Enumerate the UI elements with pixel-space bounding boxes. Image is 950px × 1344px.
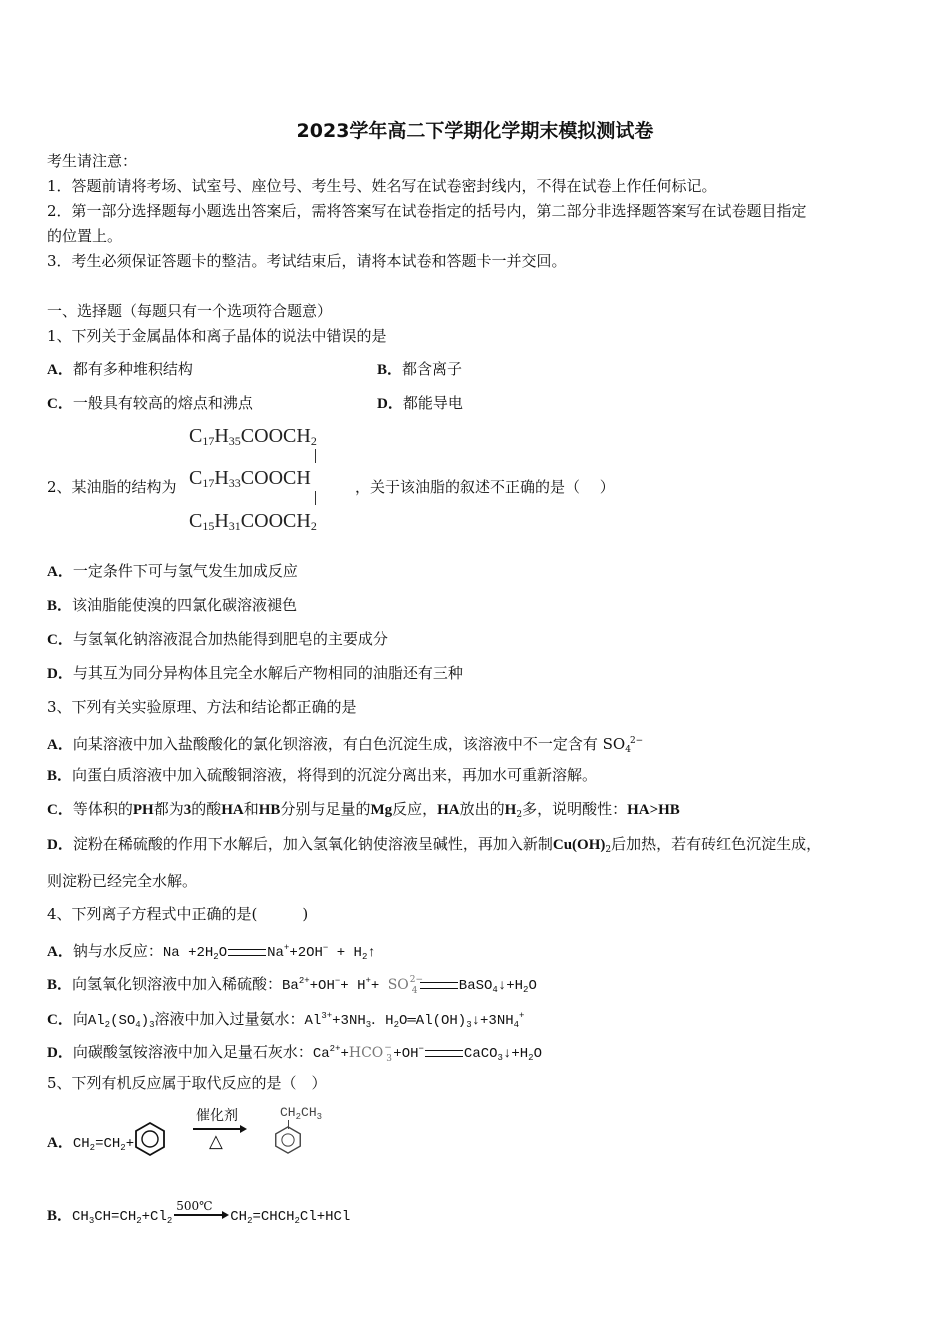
reaction-arrow-head (240, 1125, 247, 1133)
q4-option-a: A．钠与水反应：$Na +2H_2O$ $Na^++2OH^- + H_2↑$ (47, 942, 376, 962)
catalyst-label: 催化剂 (196, 1108, 238, 1124)
q4-option-d: D．向碳酸氢铵溶液中加入足量石灰水：$Ca^{2+}+HCO$ − 3 +OH− $CaCO_3↓+H_2O$ (47, 1043, 542, 1064)
question-2-stem-post: ，关于该油脂的叙述不正确的是（ ） (355, 478, 615, 496)
q3-option-d: D．淀粉在稀硫酸的作用下水解后，加入氢氧化钠使溶液呈碱性，再加入新制$Cu(OH)_2$后加热，若有砖红色沉淀生成， (47, 835, 822, 855)
ethylbenzene-ring-icon (270, 1126, 306, 1154)
notice-heading: 考生请注意： (47, 152, 138, 170)
q3-option-c: C．等体积的PH都为3的酸HA和HB分别与足量的Mg反应，HA放出的$H_2$多，说明酸性：HA>HB (47, 800, 680, 820)
question-2-stem-pre: 2、某油脂的结构为 (47, 478, 177, 496)
notice-item: 的位置上。 (47, 227, 123, 245)
q1-option-d: D．都能导电 (377, 394, 463, 412)
q3-option-d-continued: 则淀粉已经完全水解。 (47, 872, 198, 890)
reaction-arrow-icon (193, 1128, 245, 1130)
benzene-ring-icon (132, 1121, 168, 1157)
notice-item: 1．答题前请将考场、试室号、座位号、考生号、姓名写在试卷密封线内，不得在试卷上作任何标记。 (47, 177, 717, 195)
q3-option-a: A．向某溶液中加入盐酸酸化的氯化钡溶液，有白色沉淀生成，该溶液中不一定含有 $SO_4^{2-}$ (47, 735, 644, 755)
q2-option-a: A．一定条件下可与氢气发生加成反应 (47, 562, 298, 580)
q2-option-c: C．与氢氧化钠溶液混合加热能得到肥皂的主要成分 (47, 630, 388, 648)
ethyl-group-label: $CH_2CH_3$ (280, 1105, 323, 1122)
q5-option-a: A．$CH_2=CH_2+$ (47, 1135, 135, 1153)
q4-option-b: B．向氢氧化钡溶液中加入稀硫酸：$Ba^{2+}+OH^-+ H^++$ SO 2− 4 $BaSO_4↓+H_2O$ (47, 975, 537, 996)
page-title: 2023学年高二下学期化学期末模拟测试卷 (296, 120, 654, 142)
q1-option-c: C．一般具有较高的熔点和沸点 (47, 394, 253, 412)
section-heading: 一、选择题（每题只有一个选项符合题意） (47, 302, 333, 320)
question-5-stem: 5、下列有机反应属于取代反应的是（ ） (47, 1074, 327, 1092)
heat-symbol: △ (209, 1131, 223, 1152)
q1-option-b: B．都含离子 (377, 360, 463, 378)
q2-option-d: D．与其互为同分异构体且完全水解后产物相同的油脂还有三种 (47, 664, 463, 682)
q2-option-b: B．该油脂能使溴的四氯化碳溶液褪色 (47, 596, 298, 614)
notice-item: 2．第一部分选择题每小题选出答案后，需将答案写在试卷指定的括号内，第二部分非选择题答案写在试卷题目指定 (47, 202, 807, 220)
question-3-stem: 3、下列有关实验原理、方法和结论都正确的是 (47, 698, 357, 716)
equals-arrow (420, 982, 458, 989)
reaction-arrow-icon (174, 1214, 224, 1216)
q3-option-b: B．向蛋白质溶液中加入硫酸铜溶液，将得到的沉淀分离出来，再加水可重新溶解。 (47, 766, 598, 784)
q5-option-b: B．$CH_3CH=CH_2+Cl_2$ 500℃ $CH_2=CHCH_2Cl+HCl$ (47, 1205, 350, 1231)
q1-option-a: A．都有多种堆积结构 (47, 360, 193, 378)
equals-arrow (425, 1050, 463, 1057)
question-4-stem: 4、下列离子方程式中正确的是( ) (47, 905, 309, 923)
q4-option-c: C．向$Al_2(SO_4)_3$溶液中加入过量氨水：$Al^{3+}+3NH_3$．$H_2O═Al(OH)_3↓+3NH_4^+$ (47, 1010, 525, 1030)
temperature-label: 500℃ (176, 1199, 213, 1213)
notice-item: 3．考生必须保证答题卡的整洁。考试结束后，请将本试卷和答题卡一并交回。 (47, 252, 567, 270)
question-1-stem: 1、下列关于金属晶体和离子晶体的说法中错误的是 (47, 327, 387, 345)
equals-arrow (228, 949, 266, 956)
